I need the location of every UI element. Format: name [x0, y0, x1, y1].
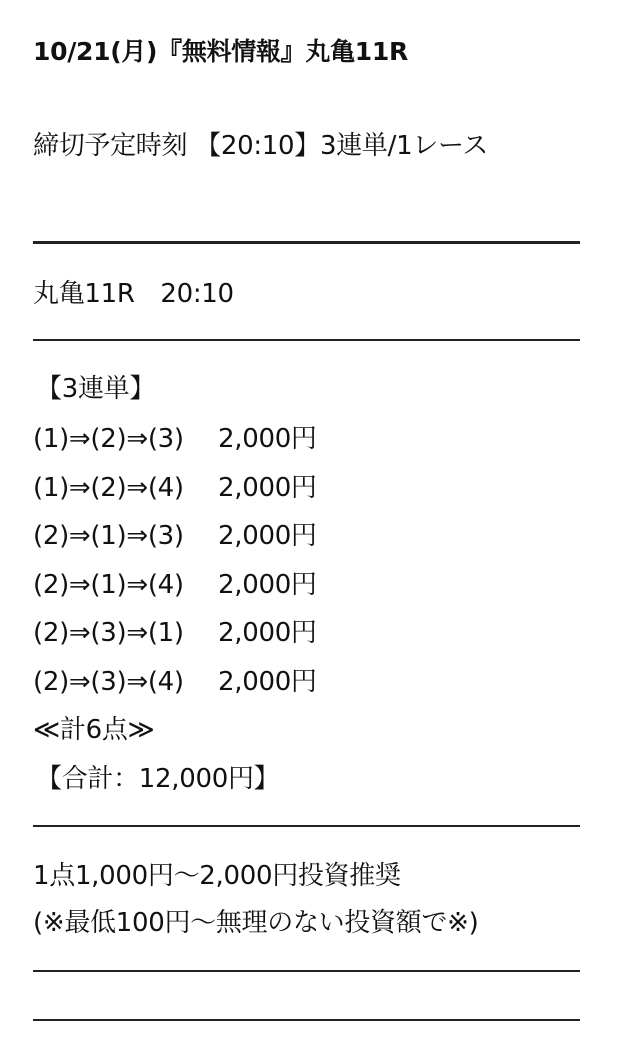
advice-line-1: 1点1,000円～2,000円投資推奨: [33, 861, 401, 891]
bet-row: [33, 520, 317, 552]
race-info: 丸亀11R 20:10: [33, 279, 234, 309]
divider: [33, 339, 580, 341]
bet-row: [33, 423, 317, 455]
bet-combo: (2)⇒(3)⇒(1): [33, 618, 184, 648]
bet-combo: (2)⇒(1)⇒(4): [33, 570, 184, 600]
divider: [33, 241, 580, 244]
advice-line-2: (※最低100円～無理のない投資額で※): [33, 908, 479, 938]
bet-amount: 2,000円: [218, 521, 317, 551]
bet-combo: (1)⇒(2)⇒(4): [33, 473, 184, 503]
bet-combo: (2)⇒(3)⇒(4): [33, 667, 184, 697]
bet-type-heading: 【3連単】: [36, 374, 156, 404]
divider: [33, 970, 580, 972]
bet-row: [33, 666, 317, 698]
bet-amount: 2,000円: [218, 618, 317, 648]
bet-total: 【合計：12,000円】: [36, 764, 280, 794]
divider: [33, 1019, 580, 1021]
bet-row: [33, 569, 317, 601]
bet-amount: 2,000円: [218, 424, 317, 454]
deadline-text: 締切予定時刻 【20:10】3連単/1レース: [33, 131, 489, 161]
page-title: 10/21(月)『無料情報』丸亀11R: [33, 37, 408, 66]
bet-combo: (2)⇒(1)⇒(3): [33, 521, 184, 551]
bet-count: ≪計6点≫: [33, 715, 155, 745]
bet-amount: 2,000円: [218, 667, 317, 697]
divider: [33, 825, 580, 827]
bet-row: [33, 472, 317, 504]
bet-amount: 2,000円: [218, 570, 317, 600]
bet-combo: (1)⇒(2)⇒(3): [33, 424, 184, 454]
bet-amount: 2,000円: [218, 473, 317, 503]
bet-row: [33, 617, 317, 649]
